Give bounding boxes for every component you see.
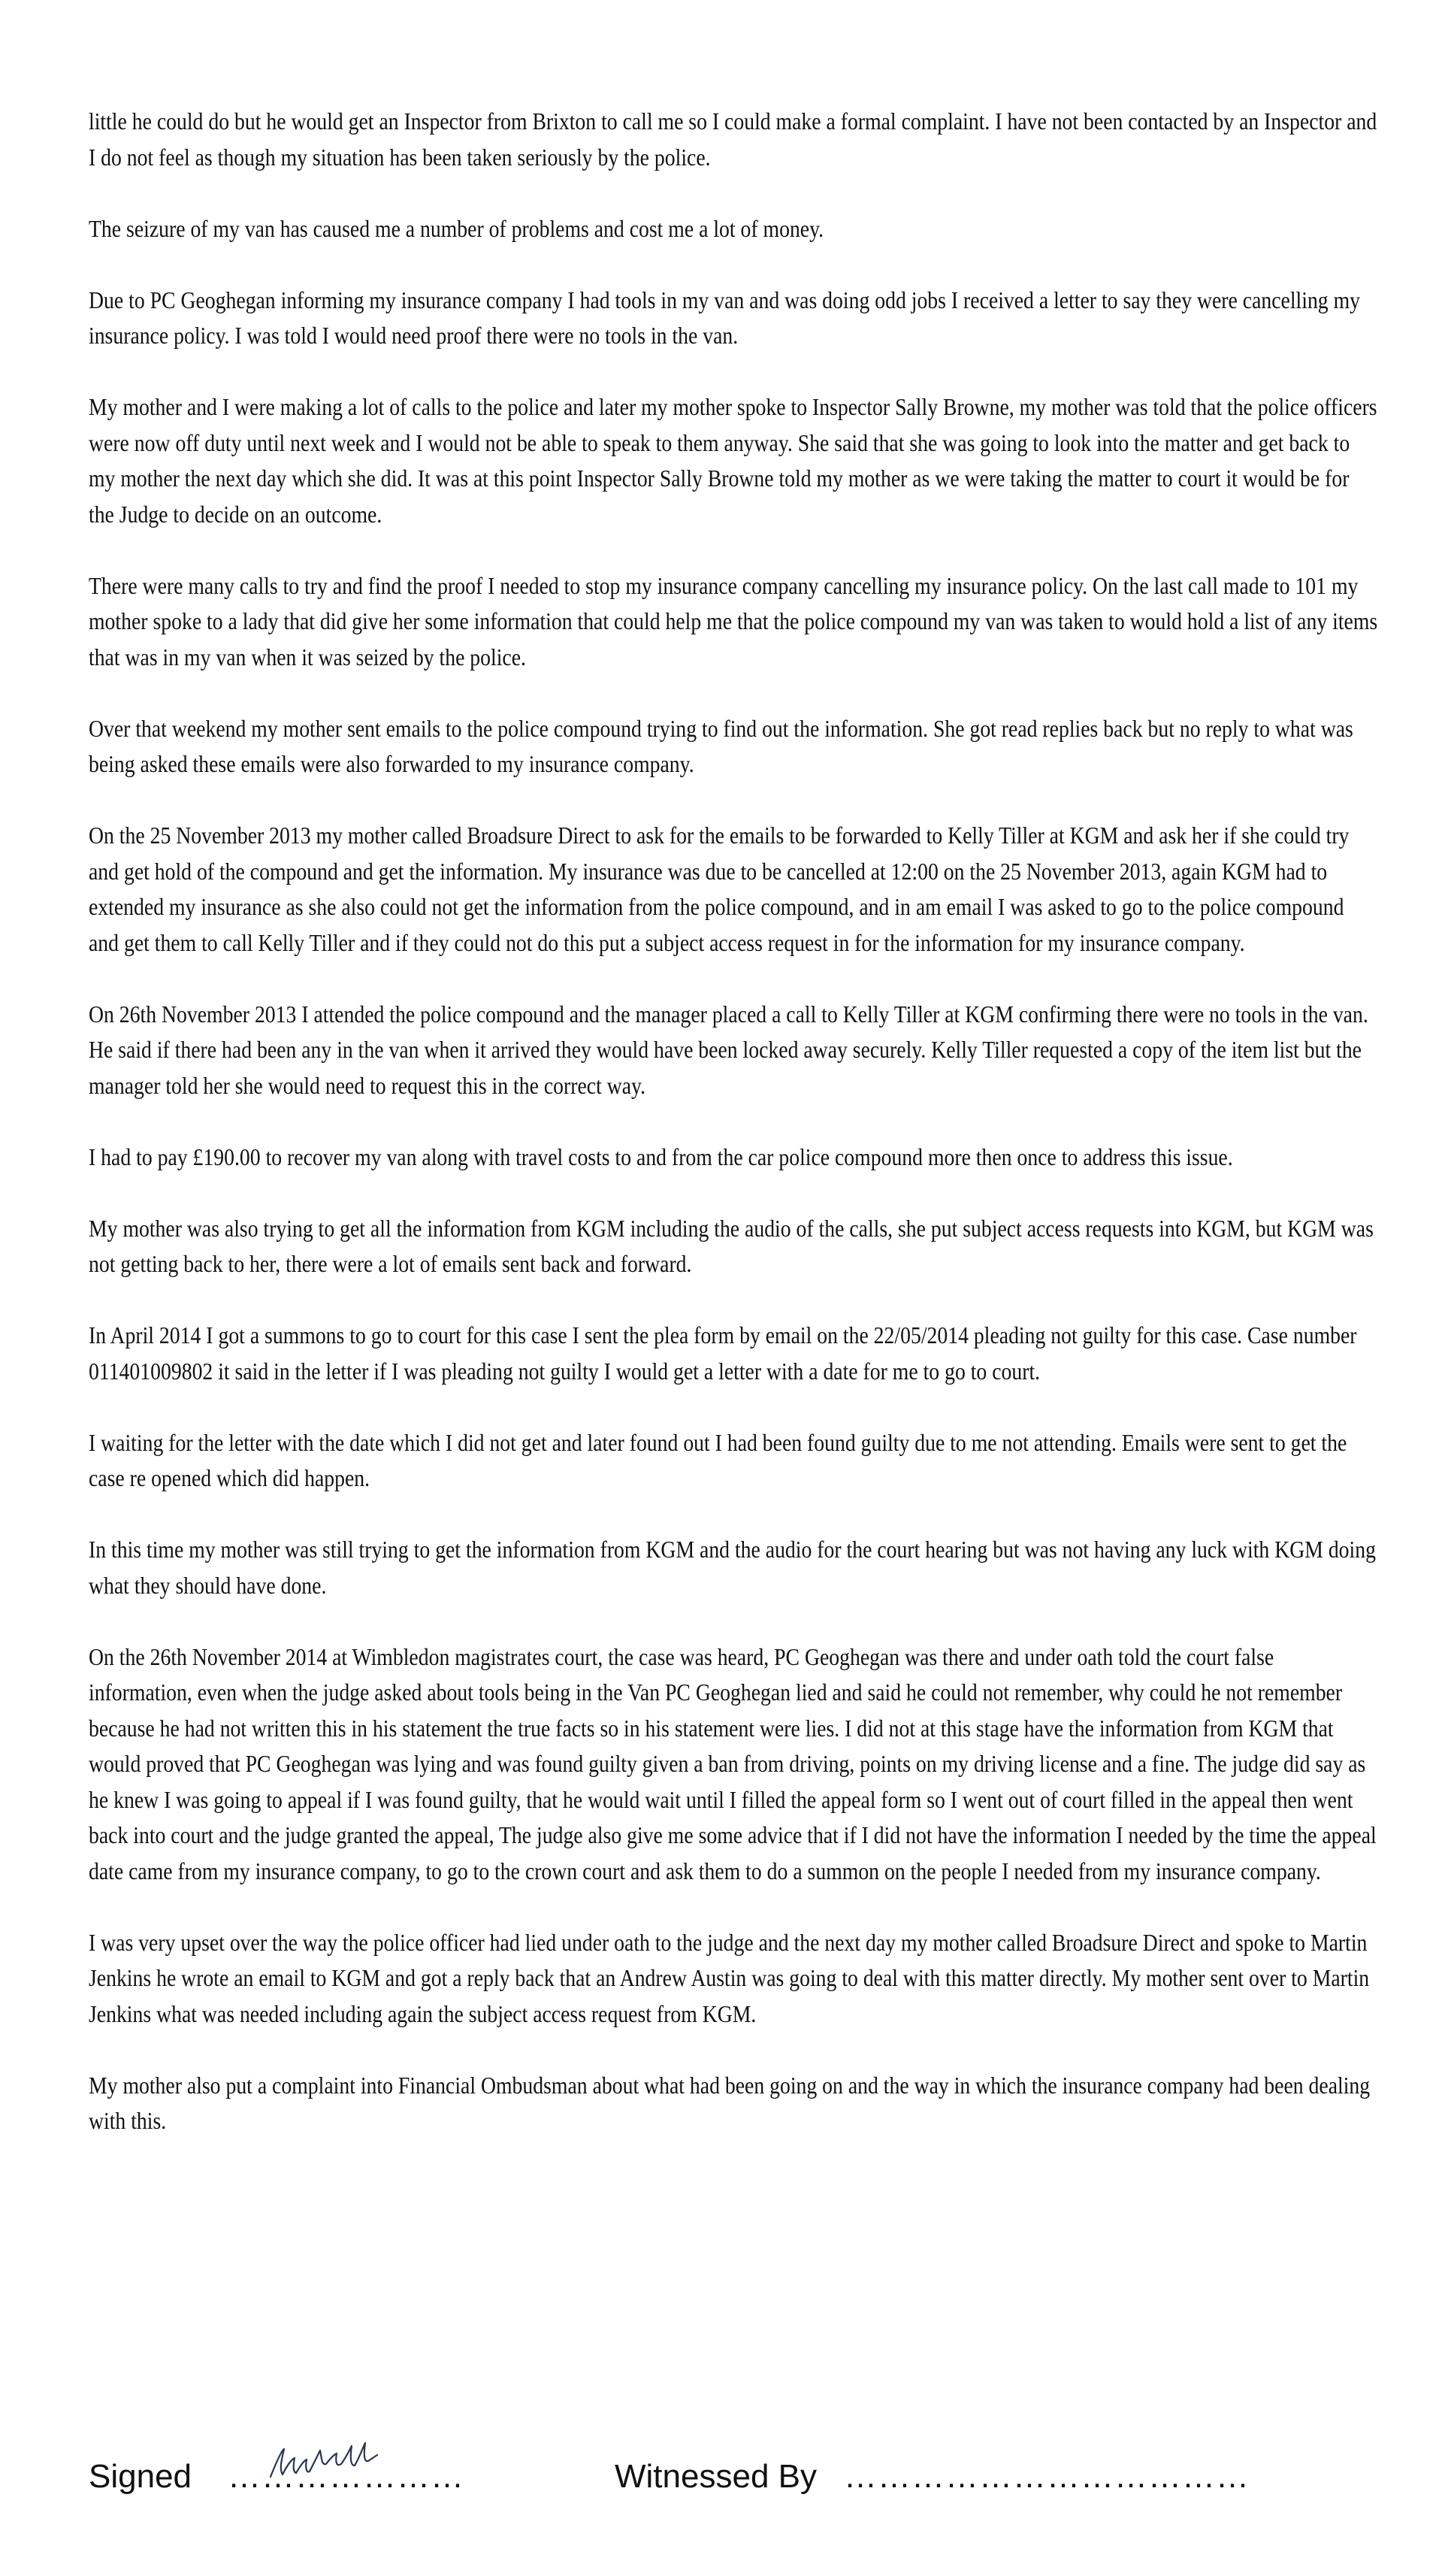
- paragraph: In this time my mother was still trying to get the information from KGM and the audio for the court hearing but was not having any luck with KGM doing what they should have done.: [89, 1536, 1376, 1599]
- statement-body: [89, 104, 1378, 2175]
- paragraph: I waiting for the letter with the date which I did not get and later found out I had been found guilty due to me not attending. Emails were sent to get the case re opened which did happen.: [89, 1429, 1347, 1491]
- witness-line: ………………………………: [844, 2458, 1250, 2495]
- paragraph: little he could do but he would get an Inspector from Brixton to call me so I could make a formal complaint. I have not been contacted by an Inspector and I do not feel as though my situation has been taken seriously by the police.: [89, 108, 1377, 171]
- paragraph: I had to pay £190.00 to recover my van along with travel costs to and from the car police compound more then once to address this issue.: [89, 1143, 1233, 1170]
- signature-row: [89, 2435, 1366, 2526]
- paragraph: Due to PC Geoghegan informing my insurance company I had tools in my van and was doing odd jobs I received a letter to say they were cancelling my insurance policy. I was told I would need proof there were no tools in the van.: [89, 286, 1361, 349]
- signed-label: Signed: [89, 2458, 192, 2495]
- paragraph: On the 26th November 2014 at Wimbledon magistrates court, the case was heard, PC Geoghegan was there and under oath told the court false information, even when the judge asked about tools being in the Van PC Geoghegan lied and said he could not remember, why could he not remember because he had not written this in his statement the true facts so in his statement were lies. I did not at this stage have the information from KGM that would proved that PC Geoghegan was lying and was found guilty given a ban from driving, points on my driving license and a fine. The judge did say as he knew I was going to appeal if I was found guilty, that he would wait until I filled the appeal form so I went out of court filled in the appeal then went back into court and the judge granted the appeal, The judge also give me some advice that if I did not have the information I needed by the time the appeal date came from my insurance company, to go to the crown court and ask them to do a summon on the people I needed from my insurance company.: [89, 1643, 1377, 1884]
- paragraph: On 26th November 2013 I attended the police compound and the manager placed a call to Kelly Tiller at KGM confirming there were no tools in the van. He said if there had been any in the van when it arrived they would have been locked away securely. Kelly Tiller requested a copy of the item list but the manager told her she would need to request this in the correct way.: [89, 1000, 1368, 1099]
- paragraph: The seizure of my van has caused me a number of problems and cost me a lot of money.: [89, 215, 824, 242]
- paragraph: Over that weekend my mother sent emails to the police compound trying to find out the information. She got read replies back but no reply to what was being asked these emails were also forwarded to my insurance company.: [89, 715, 1353, 777]
- signature-line: …………………: [228, 2458, 464, 2495]
- paragraph: On the 25 November 2013 my mother called Broadsure Direct to ask for the emails to be forwarded to Kelly Tiller at KGM and ask her if she could try and get hold of the compound and get the information. My insurance was due to be cancelled at 12:00 on the 25 November 2013, again KGM had to extended my insurance as she also could not get the information from the police compound, and in am email I was asked to go to the police compound and get them to call Kelly Tiller and if they could not do this put a subject access request in for the information for my insurance company.: [89, 822, 1350, 956]
- witnessed-label: Witnessed By: [615, 2458, 817, 2495]
- paragraph: My mother was also trying to get all the information from KGM including the audio of the calls, she put subject access requests into KGM, but KGM was not getting back to her, there were a lot of emails sent back and forward.: [89, 1215, 1374, 1277]
- paragraph: I was very upset over the way the police officer had lied under oath to the judge and the next day my mother called Broadsure Direct and spoke to Martin Jenkins he wrote an email to KGM and got a reply back that an Andrew Austin was going to deal with this matter directly. My mother sent over to Martin Jenkins what was needed including again the subject access request from KGM.: [89, 1929, 1370, 2027]
- paragraph: In April 2014 I got a summons to go to court for this case I sent the plea form by email on the 22/05/2014 pleading not guilty for this case. Case number 011401009802 it said in the letter if I was pleading not guilty I would get a letter with a date for me to go to court.: [89, 1322, 1357, 1385]
- paragraph: My mother and I were making a lot of calls to the police and later my mother spoke to Inspector Sally Browne, my mother was told that the police officers were now off duty until next week and I would not be able to speak to them anyway. She said that she was going to look into the matter and get back to my mother the next day which she did. It was at this point Inspector Sally Browne told my mother as we were taking the matter to court it would be for the Judge to decide on an outcome.: [89, 394, 1377, 528]
- paragraph: My mother also put a complaint into Financial Ombudsman about what had been going on and the way in which the insurance company had been dealing with this.: [89, 2072, 1371, 2134]
- paragraph: There were many calls to try and find the proof I needed to stop my insurance company cancelling my insurance policy. On the last call made to 101 my mother spoke to a lady that did give her some information that could help me that the police compound my van was taken to would hold a list of any items that was in my van when it was seized by the police.: [89, 572, 1378, 670]
